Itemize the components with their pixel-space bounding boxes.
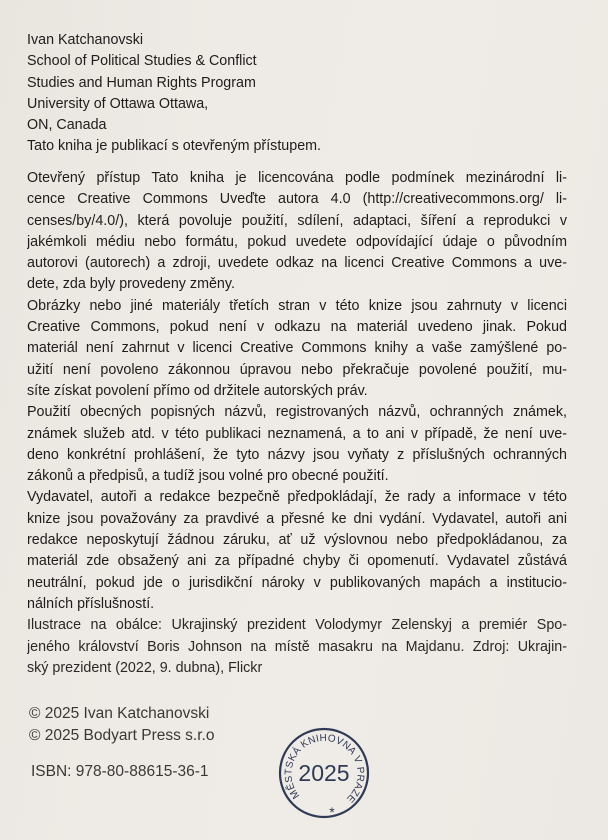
copyright-author: © 2025 Ivan Katchanovski (29, 705, 210, 722)
text-line: síte získat povolení přímo od držitele autorských práv. (27, 382, 368, 399)
text-line: Creative Commons, pokud není v odkazu na materiál uvedeno jinak. Pokud (27, 319, 567, 336)
copyright-block (29, 703, 214, 747)
text-line: zákonů a předpisů, a tudíž jsou volné pro obecné použití. (27, 468, 389, 485)
text-line: materiál zde obsažený ani za případné chyby či opomenutí. Vydavatel zůstává (27, 553, 567, 570)
isbn: ISBN: 978-80-88615-36-1 (31, 763, 209, 780)
author-name: Ivan Katchanovski (27, 32, 144, 48)
stamp-ring-text: MĚSTSKÁ KNIHOVNA V PRAZE (283, 732, 366, 805)
library-stamp (276, 725, 372, 821)
affiliation-line: Studies and Human Rights Program (27, 74, 256, 91)
text-line: cence Creative Commons Uveďte autora 4.0 (http://creativecommons.org/ li- (27, 191, 567, 208)
text-line: redakce neposkytují žádnou záruku, ať už výslovnou nebo předpokládanou, za (27, 532, 567, 549)
open-access-note: Tato kniha je publikací s otevřeným přístupem. (27, 138, 322, 155)
text-line: autorovi (autorech) a zdroji, uvedete odkaz na licenci Creative Commons a uve- (27, 255, 567, 272)
text-line: dete, zda byly provedeny změny. (27, 276, 235, 293)
affiliation-line: University of Ottawa Ottawa, (27, 95, 209, 112)
text-line: censes/by/4.0/), která povoluje použití, sdílení, adaptaci, šíření a reprodukci v (27, 212, 567, 229)
cover-credit-line: ský prezident (2022, 9. dubna), Flickr (27, 659, 263, 676)
text-line: Vydavatel, autoři a redakce bezpečně předpokládají, že rady a informace v této (27, 489, 567, 506)
text-line: užití není povoleno zákonnou úpravou nebo překračuje povolené použití, mu- (27, 361, 567, 378)
text-line: jakémkoli médiu nebo formátu, pokud uvedete odpovídající údaje o původním (27, 233, 567, 250)
author-affiliation (27, 30, 387, 158)
text-line: neutrální, pokud jde o jurisdikční nároky v publikovaných mapách a institucio- (27, 574, 567, 591)
text-line: Otevřený přístup Tato kniha je licencována podle podmínek mezinárodní li- (27, 170, 567, 186)
cover-credit-line: Ilustrace na obálce: Ukrajinský prezident Volodymyr Zelenskyj a premiér Spo- (27, 617, 567, 634)
copyright-publisher: © 2025 Bodyart Press s.r.o (29, 727, 215, 744)
text-line: Použití obecných popisných názvů, registrovaných názvů, ochranných známek, (27, 404, 567, 421)
affiliation-line: ON, Canada (27, 117, 107, 134)
cover-credit-line: jeného království Boris Johnson na místě masakru na Majdanu. Zdroj: Ukrajin- (27, 638, 567, 655)
text-line: materiál není zahrnut v licenci Creative Commons knihy a vaše zamýšlené po- (27, 340, 567, 357)
text-line: knize jsou považovány za pravdivé a přesné ke dni vydání. Vydavatel, autoři ani (27, 510, 567, 527)
stamp-star: * (329, 804, 335, 820)
text-line: známek služeb atd. v této publikaci neznamená, a to ani v případě, že není uve- (27, 425, 567, 442)
affiliation-line: School of Political Studies & Conflict (27, 53, 257, 70)
stamp-year: 2025 (298, 760, 350, 786)
license-text (27, 168, 567, 679)
text-line: Obrázky nebo jiné materiály třetích stran v této knize jsou zahrnuty v licenci (27, 297, 567, 314)
text-line: nálních příslušností. (27, 595, 155, 612)
text-line: deno konkrétní prohlášení, že tyto názvy jsou vyňaty z příslušných ochranných (27, 446, 567, 463)
